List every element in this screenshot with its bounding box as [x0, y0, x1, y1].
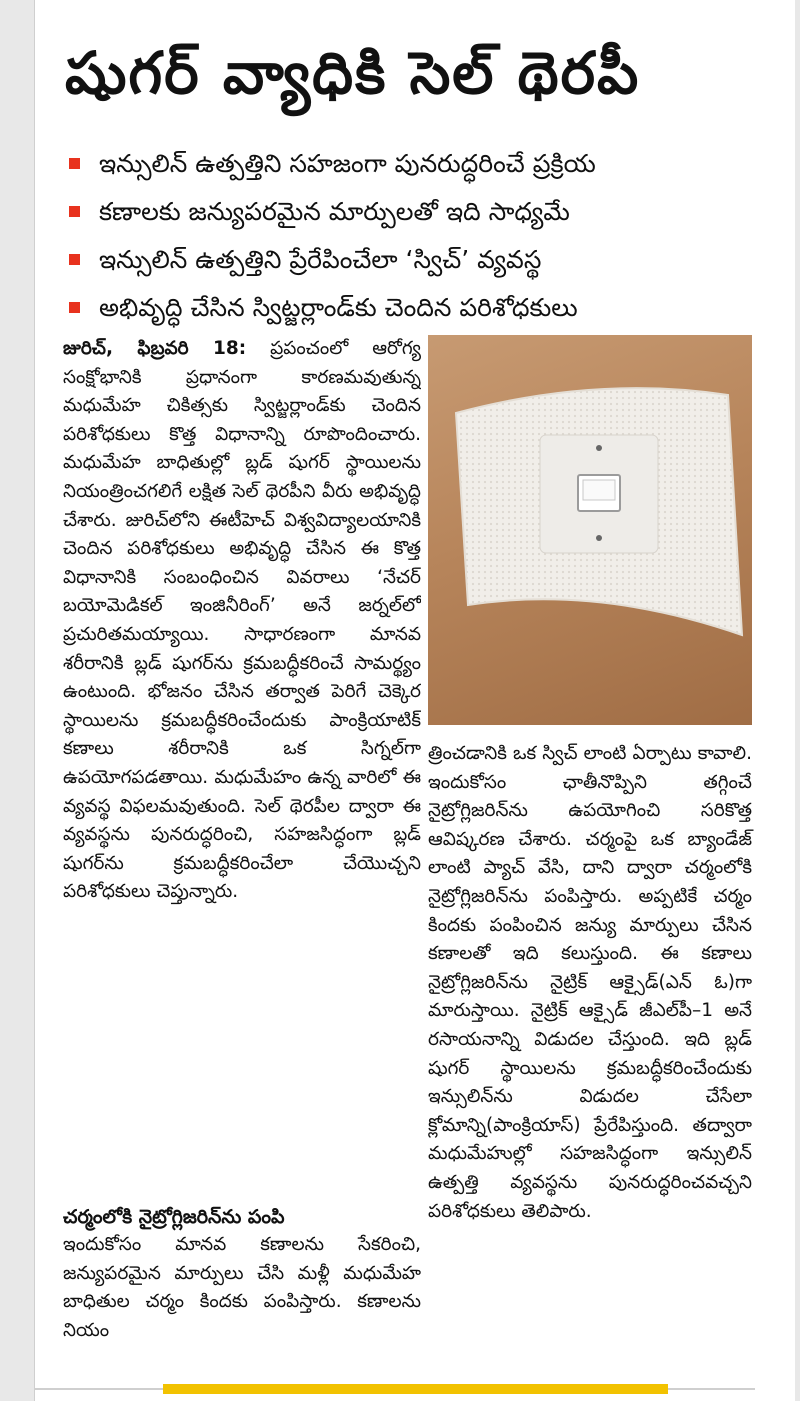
bullet-item: ఇన్సులిన్ ఉత్పత్తిని ప్రేరేపించేలా ‘స్విచ్’ వ్యవస్థ [65, 236, 775, 284]
highlight-bullets [65, 140, 775, 332]
article-column-left [63, 335, 421, 1345]
dateline: జురిచ్, ఫిబ్రవరి 18: [63, 338, 247, 359]
article-column-right [428, 740, 752, 1226]
paragraph: ప్రపంచంలో ఆరోగ్య సంక్షోభానికి ప్రధానంగా కారణమవుతున్న మధుమేహ చికిత్సకు స్విట్జర్లాండ్‌కు చెందిన పరిశోధకులు కొత్త విధానాన్ని రూపొందించారు. మధుమేహ బాధితుల్లో బ్లడ్ షుగర్ స్థాయిలను నియంత్రించగలిగే లక్షిత సెల్ థెరపీని వీరు అభివృద్ధి చేశారు. జురిచ్‌లోని ఈటీహెచ్ విశ్వవిద్యాలయానికి చెందిన పరిశోధకులు అభివృద్ధి చేసిన ఈ కొత్త విధానానికి సంబంధించిన వివరాలు ‘నేచర్ బయోమెడికల్ ఇంజినీరింగ్’ అనే జర్నల్‌లో ప్రచురితమయ్యాయి. సాధారణంగా మానవ శరీరానికి బ్లడ్ షుగర్‌ను క్రమబద్ధీకరించే సామర్థ్యం ఉంటుంది. భోజనం చేసిన తర్వాత పెరిగే చెక్కెర స్థాయిలను క్రమబద్ధీకరించేందుకు పాంక్రియాటిక్ కణాలు శరీరానికి ఒక సిగ్నల్‌గా ఉపయోగపడతాయి. మధుమేహం ఉన్న వారిలో ఈ వ్యవస్థ విఫలమవుతుంది. సెల్ థెరపీల ద్వారా ఈ వ్యవస్థను పునరుద్ధరించి, సహజసిద్ధంగా బ్లడ్ షుగర్‌ను క్రమబద్ధీకరించేలా చేయొచ్చని పరిశోధకులు చెప్తున్నారు. [63, 338, 421, 903]
newspaper-clipping [34, 0, 795, 1401]
yellow-accent-bar [163, 1384, 668, 1394]
bullet-item: ఇన్సులిన్ ఉత్పత్తిని సహజంగా పునరుద్ధరించే ప్రక్రియ [65, 140, 775, 188]
article-body-part1 [63, 335, 421, 1161]
subheading: చర్మంలోకి నైట్రోగ్లిజరిన్‌ను పంపి [63, 1206, 285, 1228]
skin-patch-photo [428, 335, 752, 725]
red-square-bullet-icon [69, 206, 80, 217]
red-square-bullet-icon [69, 254, 80, 265]
bullet-item: అభివృద్ధి చేసిన స్విట్జర్లాండ్‌కు చెందిన పరిశోధకులు [65, 284, 775, 332]
red-square-bullet-icon [69, 158, 80, 169]
headline: షుగర్ వ్యాధికి సెల్ థెరపీ [65, 39, 641, 107]
red-square-bullet-icon [69, 302, 80, 313]
bullet-item: కణాలకు జన్యుపరమైన మార్పులతో ఇది సాధ్యమే [65, 188, 775, 236]
paragraph: ఇందుకోసం మానవ కణాలను సేకరించి, జన్యుపరమైన మార్పులు చేసి మళ్లీ మధుమేహ బాధితుల చర్మం కిందకు పంపిస్తారు. కణాలను నియం [63, 1234, 421, 1341]
paragraph: త్రించడానికి ఒక స్విచ్ లాంటి ఏర్పాటు కావాలి. ఇందుకోసం ఛాతీనొప్పిని తగ్గించే నైట్రోగ్లిజరిన్‌ను ఉపయోగించి సరికొత్త ఆవిష్కరణ చేశారు. చర్మంపై ఒక బ్యాండేజ్ లాంటి ప్యాచ్ వేసి, దాని ద్వారా చర్మంలోకి నైట్రోగ్లిజరిన్‌ను పంపిస్తారు. అప్పటికే చర్మం కిందకు పంపించిన జన్యు మార్పులు చేసిన కణాలతో ఇది కలుస్తుంది. ఈ కణాలు నైట్రోగ్లిజరిన్‌ను నైట్రిక్ ఆక్సైడ్(ఎన్ ఓ)గా మారుస్తాయి. నైట్రిక్ ఆక్సైడ్ జీఎల్‌పీ–1 అనే రసాయనాన్ని విడుదల చేస్తుంది. ఇది బ్లడ్ షుగర్ స్థాయిలను క్రమబద్ధీకరించేందుకు ఇన్సులిన్‌ను విడుదల చేసేలా క్లోమాన్ని(పాంక్రియాస్) ప్రేరేపిస్తుంది. తద్వారా మధుమేహుల్లో సహజసిద్ధంగా ఇన్సులిన్ ఉత్పత్తి వ్యవస్థను పునరుద్ధరించవచ్చని పరిశోధకులు తెలిపారు. [428, 743, 752, 1222]
